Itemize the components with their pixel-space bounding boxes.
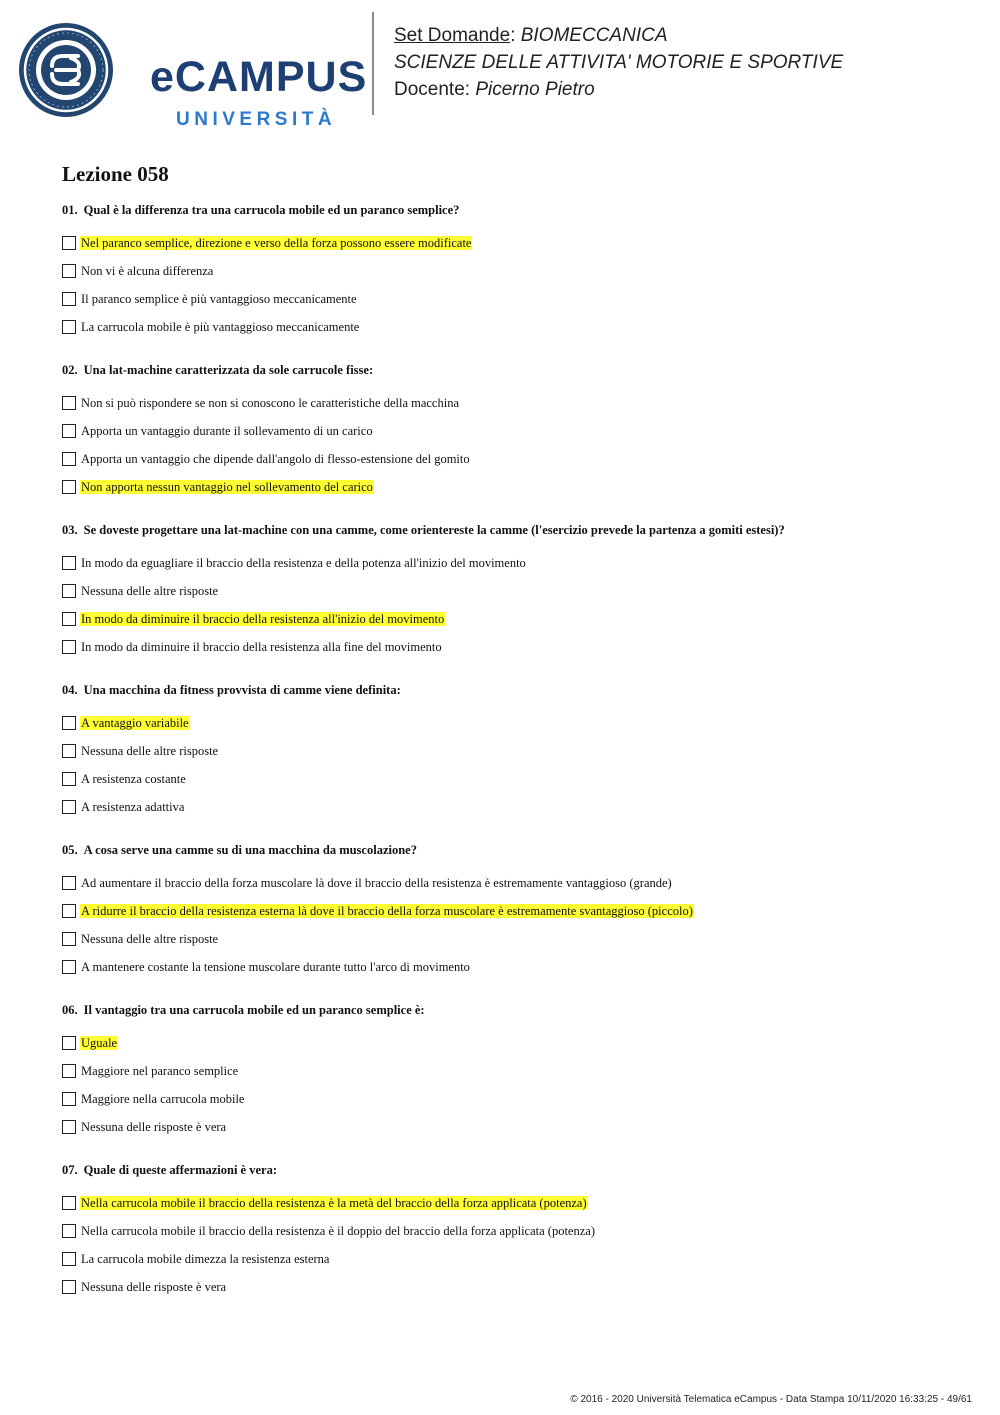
answer-text: Non vi è alcuna differenza bbox=[81, 264, 214, 278]
answer-text: Maggiore nel paranco semplice bbox=[81, 1064, 239, 1078]
set-label: Set Domande bbox=[394, 25, 511, 46]
page-footer: © 2016 - 2020 Università Telematica eCampus - Data Stampa 10/11/2020 16:33:25 - 49/61 bbox=[570, 1394, 972, 1405]
answer-option bbox=[62, 605, 962, 633]
lesson-title: Lezione 058 bbox=[62, 162, 169, 186]
correct-answer-text: Nel paranco semplice, direzione e verso della forza possono essere modificate bbox=[81, 236, 472, 250]
header-divider bbox=[372, 12, 374, 115]
question-06 bbox=[62, 1002, 962, 1141]
answer-option bbox=[62, 1085, 962, 1113]
answer-option bbox=[62, 417, 962, 445]
answer-checkbox[interactable] bbox=[62, 1196, 76, 1210]
teacher-line bbox=[394, 76, 843, 103]
answer-option bbox=[62, 577, 962, 605]
answer-text: In modo da eguagliare il braccio della resistenza e della potenza all'inizio del movimento bbox=[81, 556, 526, 570]
answer-checkbox[interactable] bbox=[62, 292, 76, 306]
question-01 bbox=[62, 202, 962, 341]
question-label: Una macchina da fitness provvista di camme viene definita: bbox=[83, 683, 401, 697]
answer-text: Nessuna delle altre risposte bbox=[81, 584, 219, 598]
answer-option bbox=[62, 229, 962, 257]
answer-text: Non si può rispondere se non si conoscono le caratteristiche della macchina bbox=[81, 396, 460, 410]
answer-text: Nella carrucola mobile il braccio della resistenza è il doppio del braccio della forza applicata (potenza) bbox=[81, 1224, 595, 1238]
answer-checkbox[interactable] bbox=[62, 236, 76, 250]
question-label: Se doveste progettare una lat-machine con una camme, come orientereste la camme (l'esercizio prevede la partenza a gomiti estesi)? bbox=[83, 523, 785, 537]
answer-checkbox[interactable] bbox=[62, 396, 76, 410]
answer-option bbox=[62, 737, 962, 765]
answer-option bbox=[62, 953, 962, 981]
answer-checkbox[interactable] bbox=[62, 1092, 76, 1106]
answer-checkbox[interactable] bbox=[62, 1064, 76, 1078]
answer-text: A mantenere costante la tensione muscolare durante tutto l'arco di movimento bbox=[81, 960, 470, 974]
answer-checkbox[interactable] bbox=[62, 584, 76, 598]
question-number: 02. bbox=[62, 363, 78, 377]
answer-text: La carrucola mobile è più vantaggioso meccanicamente bbox=[81, 320, 360, 334]
ecampus-emblem-icon bbox=[16, 22, 128, 118]
answer-checkbox[interactable] bbox=[62, 1224, 76, 1238]
answer-option bbox=[62, 793, 962, 821]
answer-option bbox=[62, 709, 962, 737]
answer-text: Apporta un vantaggio che dipende dall'angolo di flesso-estensione del gomito bbox=[81, 452, 470, 466]
answer-option bbox=[62, 1029, 962, 1057]
answer-checkbox[interactable] bbox=[62, 1252, 76, 1266]
answer-checkbox[interactable] bbox=[62, 716, 76, 730]
question-label: Quale di queste affermazioni è vera: bbox=[83, 1163, 277, 1177]
answer-option bbox=[62, 1245, 962, 1273]
question-04 bbox=[62, 682, 962, 821]
question-text bbox=[62, 522, 962, 538]
answer-checkbox[interactable] bbox=[62, 1280, 76, 1294]
question-number: 04. bbox=[62, 683, 78, 697]
answer-checkbox[interactable] bbox=[62, 424, 76, 438]
question-number: 01. bbox=[62, 203, 78, 217]
answer-checkbox[interactable] bbox=[62, 1036, 76, 1050]
correct-answer-text: Uguale bbox=[81, 1036, 118, 1050]
answer-option bbox=[62, 925, 962, 953]
answer-checkbox[interactable] bbox=[62, 800, 76, 814]
answer-checkbox[interactable] bbox=[62, 320, 76, 334]
answer-option bbox=[62, 1113, 962, 1141]
answer-option bbox=[62, 633, 962, 661]
answer-checkbox[interactable] bbox=[62, 932, 76, 946]
answer-text: Nessuna delle altre risposte bbox=[81, 744, 219, 758]
correct-answer-text: In modo da diminuire il braccio della resistenza all'inizio del movimento bbox=[81, 612, 445, 626]
question-text bbox=[62, 682, 962, 698]
correct-answer-text: Non apporta nessun vantaggio nel sollevamento del carico bbox=[81, 480, 373, 494]
question-07 bbox=[62, 1162, 962, 1301]
document-header bbox=[0, 0, 1000, 130]
question-number: 06. bbox=[62, 1003, 78, 1017]
answer-option bbox=[62, 765, 962, 793]
answer-text: Apporta un vantaggio durante il sollevamento di un carico bbox=[81, 424, 373, 438]
answer-checkbox[interactable] bbox=[62, 744, 76, 758]
question-text bbox=[62, 1002, 962, 1018]
answer-text: Nessuna delle risposte è vera bbox=[81, 1120, 227, 1134]
answer-checkbox[interactable] bbox=[62, 772, 76, 786]
document-content bbox=[62, 160, 962, 1322]
question-05 bbox=[62, 842, 962, 981]
answer-option bbox=[62, 1217, 962, 1245]
logo-wordmark: eCAMPUS bbox=[150, 53, 368, 101]
set-line: Set Domande: BIOMECCANICA bbox=[394, 25, 668, 46]
answer-checkbox[interactable] bbox=[62, 640, 76, 654]
question-label: Una lat-machine caratterizzata da sole carrucole fisse: bbox=[83, 363, 374, 377]
correct-answer-text: Nella carrucola mobile il braccio della resistenza è la metà del braccio della forza applicata (potenza) bbox=[81, 1196, 587, 1210]
logo-subtitle: UNIVERSITÀ bbox=[176, 109, 337, 130]
question-list bbox=[62, 202, 962, 1301]
answer-option bbox=[62, 897, 962, 925]
answer-text: In modo da diminuire il braccio della resistenza alla fine del movimento bbox=[81, 640, 442, 654]
question-03 bbox=[62, 522, 962, 661]
answer-checkbox[interactable] bbox=[62, 876, 76, 890]
answer-option bbox=[62, 473, 962, 501]
question-number: 07. bbox=[62, 1163, 78, 1177]
answer-checkbox[interactable] bbox=[62, 264, 76, 278]
answer-checkbox[interactable] bbox=[62, 904, 76, 918]
answer-checkbox[interactable] bbox=[62, 556, 76, 570]
question-02 bbox=[62, 362, 962, 501]
answer-checkbox[interactable] bbox=[62, 1120, 76, 1134]
question-label: Qual è la differenza tra una carrucola mobile ed un paranco semplice? bbox=[83, 203, 460, 217]
answer-text: Il paranco semplice è più vantaggioso meccanicamente bbox=[81, 292, 357, 306]
answer-text: Ad aumentare il braccio della forza muscolare là dove il braccio della resistenza è estremamente vantaggioso (grande) bbox=[81, 876, 672, 890]
question-text bbox=[62, 362, 962, 378]
teacher-name: Picerno Pietro bbox=[475, 79, 595, 100]
answer-option bbox=[62, 549, 962, 577]
question-label: Il vantaggio tra una carrucola mobile ed un paranco semplice è: bbox=[83, 1003, 425, 1017]
answer-option bbox=[62, 1189, 962, 1217]
set-value: BIOMECCANICA bbox=[520, 25, 668, 46]
answer-option bbox=[62, 445, 962, 473]
answer-option bbox=[62, 389, 962, 417]
question-text bbox=[62, 842, 962, 858]
header-info bbox=[394, 22, 843, 103]
answer-option bbox=[62, 257, 962, 285]
answer-checkbox[interactable] bbox=[62, 480, 76, 494]
question-number: 05. bbox=[62, 843, 78, 857]
answer-checkbox[interactable] bbox=[62, 452, 76, 466]
answer-text: Nessuna delle risposte è vera bbox=[81, 1280, 227, 1294]
question-label: A cosa serve una camme su di una macchina da muscolazione? bbox=[83, 843, 417, 857]
answer-option bbox=[62, 313, 962, 341]
answer-option bbox=[62, 869, 962, 897]
answer-option bbox=[62, 1273, 962, 1301]
question-text bbox=[62, 202, 962, 218]
answer-checkbox[interactable] bbox=[62, 612, 76, 626]
course-name: SCIENZE DELLE ATTIVITA' MOTORIE E SPORTIVE bbox=[394, 52, 844, 73]
answer-text: Maggiore nella carrucola mobile bbox=[81, 1092, 245, 1106]
answer-text: A resistenza adattiva bbox=[81, 800, 185, 814]
question-number: 03. bbox=[62, 523, 78, 537]
correct-answer-text: A ridurre il braccio della resistenza esterna là dove il braccio della forza muscolare è estremamente svantaggioso (piccolo) bbox=[81, 904, 693, 918]
ecampus-logo bbox=[16, 22, 368, 130]
answer-text: A resistenza costante bbox=[81, 772, 186, 786]
answer-option bbox=[62, 285, 962, 313]
correct-answer-text: A vantaggio variabile bbox=[81, 716, 189, 730]
answer-checkbox[interactable] bbox=[62, 960, 76, 974]
answer-text: La carrucola mobile dimezza la resistenza esterna bbox=[81, 1252, 330, 1266]
teacher-label: Docente: bbox=[394, 79, 471, 100]
question-text bbox=[62, 1162, 962, 1178]
answer-option bbox=[62, 1057, 962, 1085]
answer-text: Nessuna delle altre risposte bbox=[81, 932, 219, 946]
